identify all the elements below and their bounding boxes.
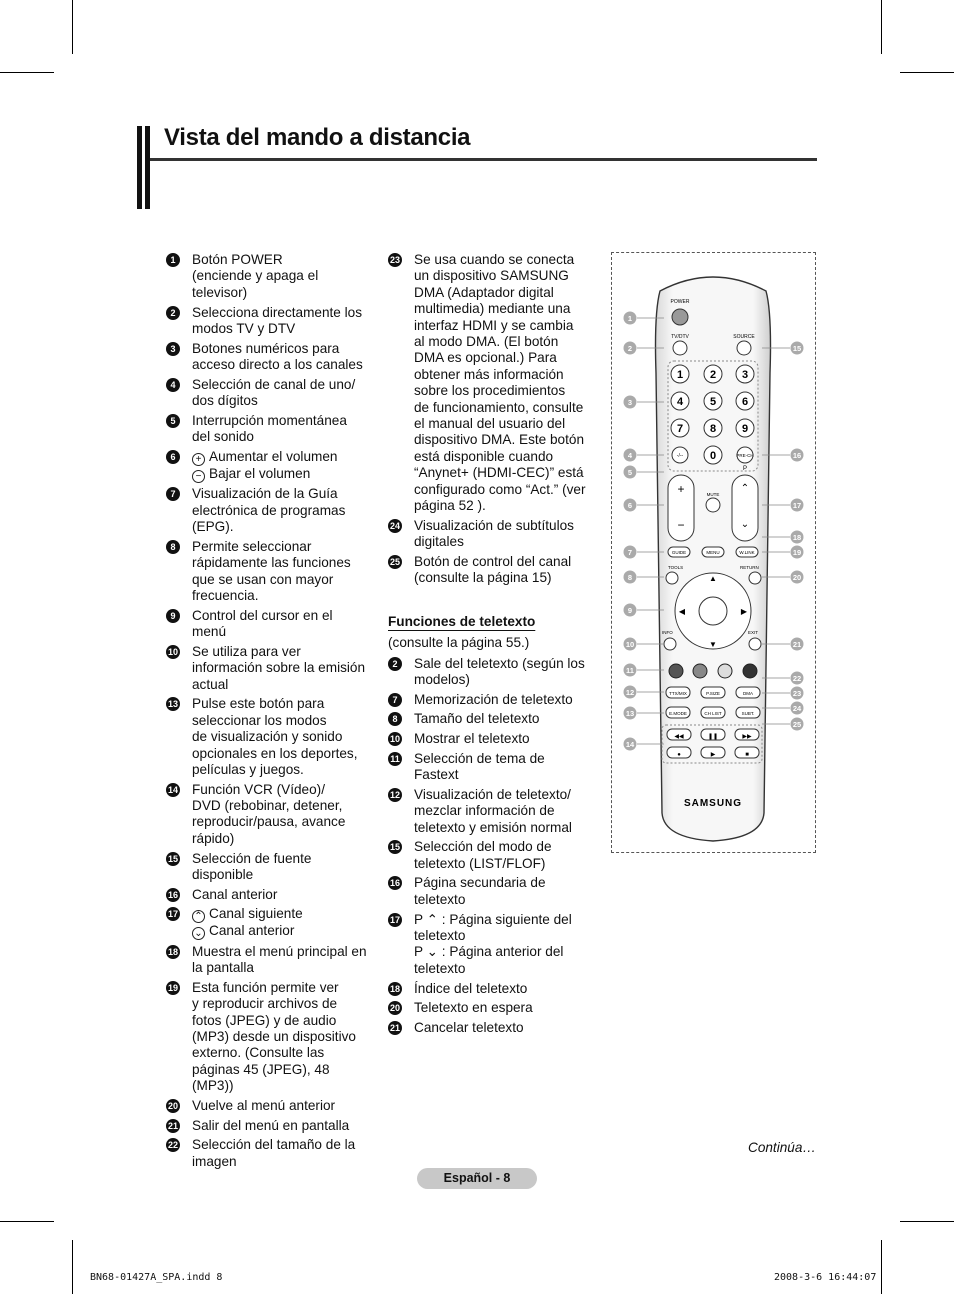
info-label: INFO [662,630,673,635]
item-text: Cancelar teletexto [414,1019,524,1035]
rewind-icon: ◀◀ [674,734,684,740]
item-text: Teletexto en espera [414,1000,533,1016]
digit-label: 7 [676,423,684,435]
crop-mark [881,0,882,54]
list-item [388,518,598,551]
item-text: Canal anterior [192,886,278,902]
list-item [388,981,598,997]
item-number-badge: 22 [167,1140,178,1151]
item-line-with-icon [192,923,378,940]
callout-number: 12 [625,688,635,697]
list-item [388,875,598,908]
list-item [388,252,598,515]
item-text: teletexto [414,960,466,976]
item-number-badge: 8 [388,712,402,726]
red-button [669,664,683,678]
dash-label: -/-- [676,453,684,459]
brand-logo: SAMSUNG [683,798,743,809]
guide-label: GUIDE [671,550,687,555]
item-text: DMA es opcional.) Para [414,350,557,366]
item-text: Tamaño del teletexto [414,711,540,727]
title-rule [150,158,817,161]
item-text: Muestra el menú principal en [192,943,367,959]
item-number-badge: 16 [389,878,400,889]
item-text: acceso directo a los canales [192,357,363,373]
digit-label: 9 [741,423,749,435]
item-line-with-icon [192,449,378,466]
callout-number: 4 [627,451,633,460]
arrow-up-icon: ▲ [709,574,717,583]
left-column [166,252,378,1173]
item-text: sobre los procedimientos [414,383,566,399]
list-item [166,1137,378,1170]
item-text: Pulse este botón para [192,696,325,712]
list-item [388,787,598,836]
middle-column [388,252,598,1040]
item-text: P ⌄ : Página anterior del [414,944,564,960]
list-item [166,644,378,693]
arrow-right-icon: ▶ [740,607,748,616]
callout-number: 21 [792,640,802,649]
list-item [388,711,598,727]
item-text: digitales [414,534,464,550]
item-text: Bajar el volumen [209,465,311,481]
callout-number: 10 [625,640,635,649]
item-text: Interrupción momentánea [192,412,347,428]
item-text: Selecciona directamente los [192,304,363,320]
item-text: DMA (Adaptador digital [414,284,554,300]
item-number-badge: 10 [389,734,400,745]
item-text: Se usa cuando se conecta [414,252,575,267]
item-number-badge: 23 [389,255,400,265]
digit-label: 0 [709,450,717,462]
list-item [388,751,598,784]
callout-number: 2 [627,344,633,353]
item-number-badge: 2 [166,306,180,320]
item-number-badge: 15 [389,842,400,853]
item-number-badge: 8 [166,540,180,554]
item-number-badge: 24 [389,520,400,531]
callout-number: 19 [792,548,802,557]
item-text: teletexto y emisión normal [414,819,572,835]
title-bar-decoration [145,126,150,209]
item-text: frecuencia. [192,587,259,603]
list-item [166,944,378,977]
item-number-badge: 10 [167,646,178,657]
item-text: página 52 ). [414,498,486,514]
psize-label: P.SIZE [706,691,720,696]
callout-number: 11 [626,666,634,675]
down-icon: ⌄ [192,927,205,940]
item-text: de visualización y sonido [192,729,343,745]
item-number-badge: 17 [389,914,400,925]
p-label: P [742,466,748,472]
up-icon: ⌃ [192,910,205,923]
digit-label: 5 [709,396,717,408]
callout-number: 18 [792,533,802,542]
item-text: la pantalla [192,960,254,976]
source-button [737,341,751,355]
info-button [664,638,676,650]
callout-number: 24 [792,704,802,713]
list-item [166,782,378,848]
item-number-badge: 9 [166,609,180,623]
channel-up-icon: ⌃ [740,483,750,494]
item-line-with-icon [192,466,378,483]
digit-label: 1 [676,369,684,381]
item-number-badge: 21 [389,1022,400,1033]
exit-label: EXIT [748,630,759,635]
continued-note: Continúa… [748,1140,817,1155]
play-icon: ▶ [710,752,716,758]
item-number-badge: 18 [389,983,400,994]
item-text: actual [192,676,229,692]
item-number-badge: 19 [167,982,178,993]
item-text: modos TV y DTV [192,320,296,336]
item-text: Selección del tamaño de la [192,1137,356,1153]
list-item [388,692,598,708]
print-date-info: 2008-3-6 16:44:07 [774,1272,877,1283]
dpad-enter-button [699,597,727,625]
digit-label: 2 [709,369,717,381]
tvdtv-label: TV/DTV [671,334,689,340]
list-item [388,656,598,689]
callout-number: 7 [627,548,633,557]
item-text: (EPG). [192,519,234,535]
item-text: externo. (Consulte las [192,1045,325,1061]
crop-mark [72,1240,73,1294]
callout-number: 23 [792,689,802,698]
item-text: de funcionamiento, consulte [414,399,584,415]
item-text: y reproducir archivos de [192,996,338,1012]
item-number-badge: 25 [389,556,400,567]
channel-down-icon: ⌄ [740,519,750,530]
crop-mark [0,1221,54,1222]
return-label: RETURN [740,565,759,570]
item-text: Control del cursor en el [192,607,333,623]
teletext-heading: Funciones de teletexto [388,613,536,629]
item-text: al modo DMA. (El botón [414,334,559,350]
pause-icon: ❚❚ [707,734,719,740]
list-item [166,887,378,903]
item-text: teletexto [414,891,466,907]
print-file-info: BN68-01427A_SPA.indd 8 [90,1272,223,1283]
callout-number: 1 [627,314,633,323]
callout-number: 25 [792,720,802,729]
item-text: Fastext [414,767,459,783]
item-text: un dispositivo SAMSUNG [414,268,569,284]
subt-label: SUBT. [741,711,755,716]
item-text: televisor) [192,284,248,300]
list-item [166,696,378,778]
item-number-badge: 14 [167,784,178,795]
item-text: obtener más información [414,366,564,382]
item-text: información sobre la emisión [192,660,366,676]
tools-button [666,572,678,584]
item-text: Aumentar el volumen [209,448,338,464]
callout-number: 5 [627,468,633,477]
item-text: del sonido [192,429,254,445]
callout-number: 20 [792,573,802,582]
remote-control-illustration [612,253,815,852]
item-text: películas y juegos. [192,761,304,777]
list-item [388,731,598,747]
callout-number: 3 [627,398,633,407]
blue-button [743,664,757,678]
exit-button [749,638,761,650]
power-label: POWER [670,299,690,305]
item-text: (consulte la página 15) [414,570,552,586]
item-number-badge: 4 [166,378,180,392]
source-label: SOURCE [733,334,755,340]
callout-number: 17 [792,501,802,510]
teletext-note: (consulte la página 55.) [388,635,530,651]
crop-mark [900,1221,954,1222]
item-text: dos dígitos [192,393,258,409]
item-text: reproducir/pausa, avance [192,814,346,830]
item-text: P ⌃ : Página siguiente del [414,911,572,927]
tvdtv-button [673,341,687,355]
digit-label: 6 [741,396,749,408]
callout-number: 8 [627,573,633,582]
item-text: disponible [192,866,254,882]
item-text: Selección de canal de uno/ [192,376,356,392]
item-number-badge: 5 [166,414,180,428]
item-text: Selección de tema de [414,750,545,766]
callout-number: 9 [627,606,633,615]
item-text: “Anynet+ (HDMI-CEC)” está [414,465,584,481]
list-item [166,906,378,940]
item-text: Canal siguiente [209,906,303,922]
item-text: Botones numéricos para [192,340,340,356]
item-text: modelos) [414,671,470,687]
page-number-badge: Español - 8 [417,1168,537,1189]
callout-number: 6 [627,501,633,510]
item-number-badge: 17 [167,909,178,920]
volume-down-icon: − [677,518,685,532]
list-item [166,413,378,446]
list-item [388,554,598,587]
item-text: (MP3) desde un dispositivo [192,1029,356,1044]
item-text: mezclar información de [414,803,555,819]
digit-label: 8 [709,423,717,435]
callout-number: 13 [625,709,635,718]
item-text: opcionales en los deportes, [192,745,358,761]
item-text: configurado como “Act.” (ver [414,481,586,497]
list-item [166,377,378,410]
item-number-badge: 3 [166,342,180,356]
item-number-badge: 20 [389,1003,400,1014]
callout-number: 15 [792,344,802,353]
item-text: Permite seleccionar [192,538,312,554]
item-text: Visualización de teletexto/ [414,786,571,802]
yellow-button [718,664,732,678]
list-item [388,1000,598,1016]
mute-button [706,498,720,512]
crop-mark [900,72,954,73]
item-number-badge: 15 [167,853,178,864]
digit-label: 4 [676,396,684,408]
item-text: el manual del usuario del [414,416,566,432]
item-text: páginas 45 (JPEG), 48 [192,1061,330,1077]
item-text: multimedia) mediante una [414,301,571,317]
item-number-badge: 13 [167,699,178,710]
item-number-badge: 1 [166,253,180,267]
list-item [166,851,378,884]
emode-label: E.MODE [669,711,687,716]
item-text: Botón POWER [192,252,283,267]
item-text: Mostrar el teletexto [414,731,530,747]
item-text: Salir del menú en pantalla [192,1117,350,1133]
list-item [166,252,378,301]
record-icon: ● [677,752,681,758]
crop-mark [0,72,54,73]
item-text: Función VCR (Vídeo)/ [192,781,325,797]
item-number-badge: 16 [167,889,178,900]
title-bar-decoration [137,126,142,209]
item-text: electrónica de programas [192,502,346,518]
item-text: fotos (JPEG) y de audio [192,1012,337,1028]
item-line-with-icon [192,906,378,923]
up-icon: + [192,453,205,466]
prech-label: PRE-CH [736,453,754,458]
item-text: menú [192,624,227,640]
callout-number: 14 [625,740,635,749]
item-text: Selección del modo de [414,839,552,855]
item-text: dispositivo DMA. Este botón [414,432,585,448]
item-text: rápido) [192,830,235,846]
list-item [166,1118,378,1134]
item-text: Página secundaria de [414,875,546,891]
list-item [388,912,598,978]
list-item [166,1098,378,1114]
power-button [672,309,688,325]
item-text: (MP3)) [192,1078,234,1094]
item-text: Sale del teletexto (según los [414,655,585,671]
callout-number: 22 [792,674,802,683]
page-title: Vista del mando a distancia [164,124,471,151]
item-text: Botón de control del canal [414,553,572,569]
item-text: está disponible cuando [414,448,554,464]
chlist-label: CH LIST [704,711,722,716]
item-number-badge: 12 [389,789,400,800]
item-number-badge: 21 [167,1120,178,1131]
wlink-label: W.LINK [739,550,755,555]
item-text: Visualización de la Guía [192,486,338,502]
item-number-badge: 2 [388,657,402,671]
item-text: teletexto [414,928,466,943]
list-item [166,449,378,483]
stop-icon: ■ [745,752,749,758]
green-button [693,664,707,678]
item-text: que se usan con mayor [192,571,334,587]
down-icon: − [192,470,205,483]
item-text: teletexto (LIST/FLOF) [414,855,546,871]
item-text: Visualización de subtítulos [414,517,574,533]
mute-label: MUTE [706,492,720,497]
list-item [166,980,378,1095]
dma-label: DMA [743,691,753,696]
item-text: imagen [192,1153,237,1169]
list-item [166,539,378,605]
item-text: Vuelve al menú anterior [192,1097,336,1113]
crop-mark [72,0,73,54]
arrow-left-icon: ◀ [678,607,686,616]
item-text: Memorización de teletexto [414,691,573,707]
list-item [388,1020,598,1036]
item-number-badge: 7 [166,487,180,501]
item-text: Canal anterior [209,923,295,939]
tools-label: TOOLS [668,565,684,570]
item-text: Selección de fuente [192,850,312,866]
item-number-badge: 7 [388,693,402,707]
crop-mark [881,1240,882,1294]
list-item [166,341,378,374]
list-item [166,305,378,338]
forward-icon: ▶▶ [742,734,752,740]
list-item [166,486,378,535]
volume-up-icon: + [677,482,685,496]
item-text: interfaz HDMI y se cambia [414,317,574,333]
item-number-badge: 20 [167,1100,178,1111]
item-text: rápidamente las funciones [192,555,351,571]
item-number-badge: 18 [167,946,178,957]
item-text: Esta función permite ver [192,979,339,995]
list-item [166,608,378,641]
arrow-down-icon: ▼ [709,640,717,649]
digit-label: 3 [741,369,749,381]
list-item [388,839,598,872]
callout-number: 16 [792,451,802,460]
item-number-badge: 11 [388,752,402,766]
return-button [749,572,761,584]
ttxmix-label: TTX/MIX [669,691,687,696]
item-number-badge: 6 [166,450,180,464]
item-text: (enciende y apaga el [192,268,319,284]
item-text: seleccionar los modos [192,712,327,728]
item-text: Índice del teletexto [414,980,528,996]
menu-label: MENU [706,550,720,555]
item-text: Se utiliza para ver [192,643,301,659]
item-text: DVD (rebobinar, detener, [192,798,343,814]
